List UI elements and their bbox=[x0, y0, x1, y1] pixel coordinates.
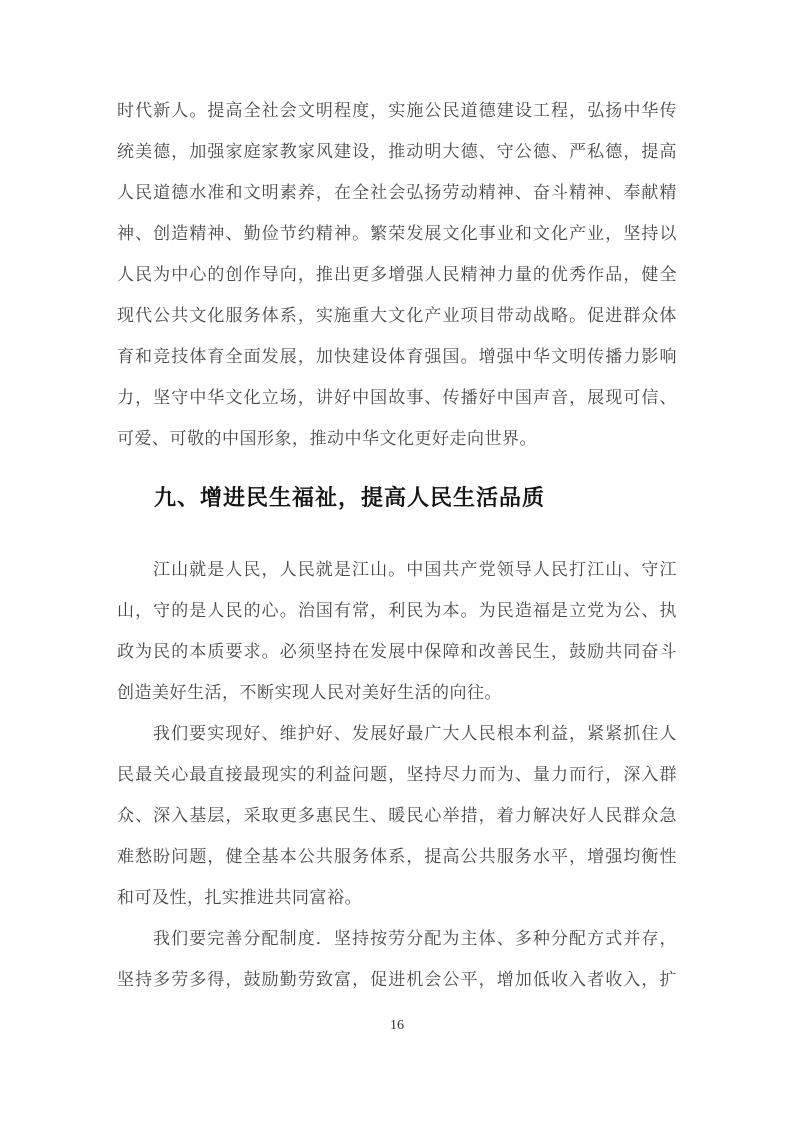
text-line: 江山就是人民，人民就是江山。中国共产党领导人民打江山、守江 bbox=[153, 560, 677, 579]
para-culture-continuation bbox=[117, 90, 677, 459]
text-line: 力，坚守中华文化立场，讲好中国故事、传播好中国声音，展现可信、 bbox=[117, 388, 677, 407]
text-line: 人民为中心的创作导向，推出更多增强人民精神力量的优秀作品，健全 bbox=[117, 265, 677, 284]
document-content bbox=[117, 90, 677, 1000]
text-line: 育和竞技体育全面发展，加快建设体育强国。增强中华文明传播力影响 bbox=[117, 347, 677, 366]
para-renmin-liyi bbox=[117, 713, 677, 918]
para-fenpei-zhidu bbox=[117, 918, 677, 1000]
page-number: 16 bbox=[390, 1018, 404, 1033]
text-line: 统美德，加强家庭家教家风建设，推动明大德、守公德、严私德，提高 bbox=[117, 142, 677, 161]
text-line: 山，守的是人民的心。治国有常，利民为本。为民造福是立党为公、执 bbox=[117, 601, 677, 620]
text-line: 和可及性，扎实推进共同富裕。 bbox=[117, 888, 362, 907]
text-line: 时代新人。提高全社会文明程度，实施公民道德建设工程，弘扬中华传 bbox=[117, 101, 677, 120]
text-line: 我们要实现好、维护好、发展好最广大人民根本利益，紧紧抓住人 bbox=[153, 724, 677, 743]
para-jiangshan bbox=[117, 549, 677, 713]
text-line: 政为民的本质要求。必须坚持在发展中保障和改善民生，鼓励共同奋斗 bbox=[117, 642, 677, 661]
text-line: 我们要完善分配制度．坚持按劳分配为主体、多种分配方式并存， bbox=[153, 929, 677, 948]
text-line: 坚持多劳多得，鼓励勤劳致富，促进机会公平，增加低收入者收入，扩 bbox=[117, 970, 677, 989]
text-line: 神、创造精神、勤俭节约精神。繁荣发展文化事业和文化产业，坚持以 bbox=[117, 224, 677, 243]
text-line: 民最关心最直接最现实的利益问题，坚持尽力而为、量力而行，深入群 bbox=[117, 765, 677, 784]
text-line: 可爱、可敬的中国形象，推动中华文化更好走向世界。 bbox=[117, 429, 537, 448]
text-line: 难愁盼问题，健全基本公共服务体系，提高公共服务水平，增强均衡性 bbox=[117, 847, 677, 866]
text-line: 创造美好生活，不断实现人民对美好生活的向往。 bbox=[117, 683, 502, 702]
text-line: 众、深入基层，采取更多惠民生、暖民心举措，着力解决好人民群众急 bbox=[117, 806, 677, 825]
text-line: 人民道德水准和文明素养，在全社会弘扬劳动精神、奋斗精神、奉献精 bbox=[117, 183, 677, 202]
text-line: 现代公共文化服务体系，实施重大文化产业项目带动战略。促进群众体 bbox=[117, 306, 677, 325]
section-heading: 九、增进民生福祉，提高人民生活品质 bbox=[154, 485, 546, 510]
